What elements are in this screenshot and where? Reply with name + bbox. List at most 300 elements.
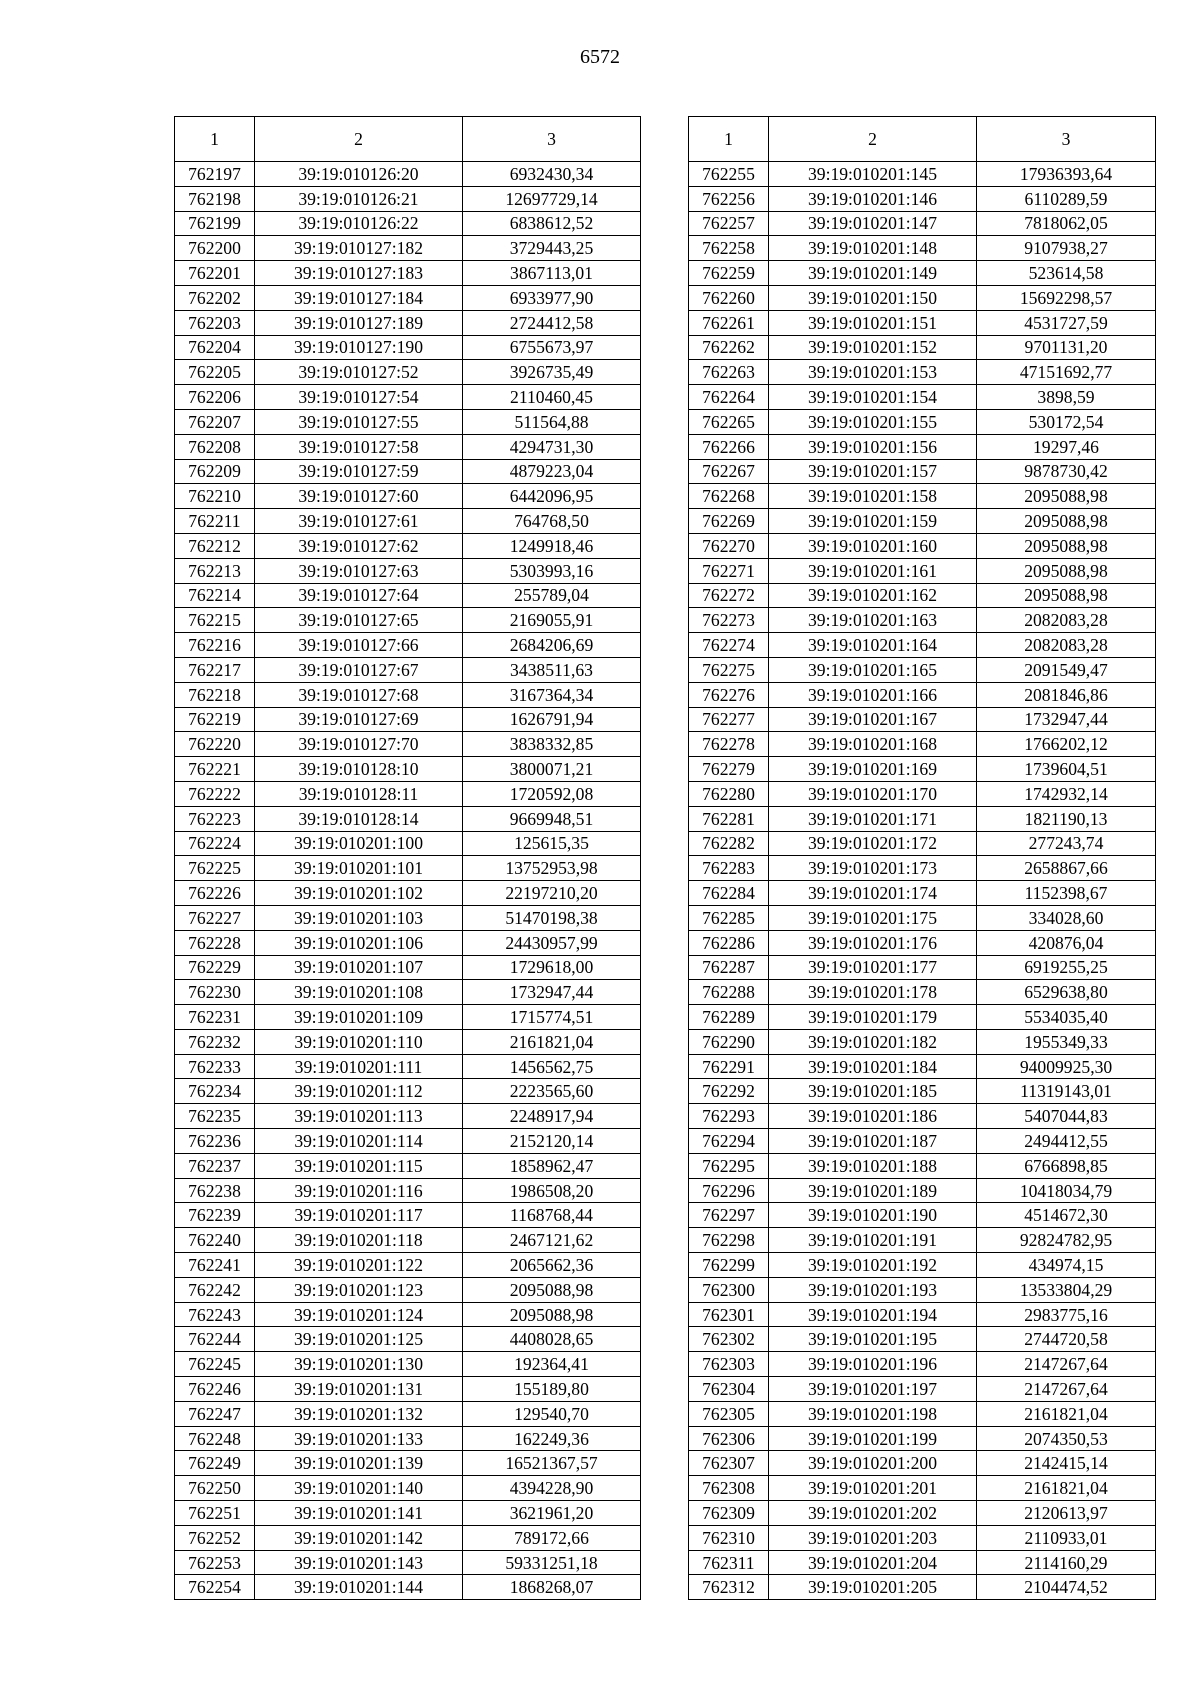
row-number-cell: 762268 (689, 484, 769, 509)
cadastral-number-cell: 39:19:010201:185 (769, 1079, 977, 1104)
cadastral-number-cell: 39:19:010201:158 (769, 484, 977, 509)
cadastral-number-cell: 39:19:010201:153 (769, 360, 977, 385)
row-number-cell: 762243 (175, 1302, 255, 1327)
row-number-cell: 762257 (689, 211, 769, 236)
table-row (689, 881, 1156, 906)
value-cell: 2467121,62 (463, 1228, 641, 1253)
table-row (689, 781, 1156, 806)
cadastral-number-cell: 39:19:010127:68 (255, 682, 463, 707)
row-number-cell: 762230 (175, 980, 255, 1005)
table-row (175, 335, 641, 360)
cadastral-number-cell: 39:19:010201:182 (769, 1029, 977, 1054)
table-row (175, 633, 641, 658)
value-cell: 4514672,30 (977, 1203, 1156, 1228)
table-row (175, 831, 641, 856)
row-number-cell: 762244 (175, 1327, 255, 1352)
table-row (689, 682, 1156, 707)
cadastral-number-cell: 39:19:010127:190 (255, 335, 463, 360)
column-header: 3 (463, 117, 641, 162)
table-row (175, 509, 641, 534)
value-cell: 3867113,01 (463, 261, 641, 286)
table-row (175, 1575, 641, 1600)
cadastral-number-cell: 39:19:010201:165 (769, 657, 977, 682)
table-row (689, 1277, 1156, 1302)
table-row (689, 335, 1156, 360)
table-row (175, 955, 641, 980)
row-number-cell: 762241 (175, 1253, 255, 1278)
table-row (689, 905, 1156, 930)
table-row (175, 1178, 641, 1203)
value-cell: 47151692,77 (977, 360, 1156, 385)
cadastral-number-cell: 39:19:010127:70 (255, 732, 463, 757)
table-row (175, 1377, 641, 1402)
table-row (175, 211, 641, 236)
row-number-cell: 762220 (175, 732, 255, 757)
value-cell: 16521367,57 (463, 1451, 641, 1476)
cadastral-number-cell: 39:19:010127:65 (255, 608, 463, 633)
cadastral-number-cell: 39:19:010126:22 (255, 211, 463, 236)
table-row (689, 1005, 1156, 1030)
row-number-cell: 762265 (689, 409, 769, 434)
row-number-cell: 762221 (175, 757, 255, 782)
value-cell: 3167364,34 (463, 682, 641, 707)
cadastral-number-cell: 39:19:010201:187 (769, 1129, 977, 1154)
table-row (689, 1451, 1156, 1476)
table-row (175, 608, 641, 633)
row-number-cell: 762283 (689, 856, 769, 881)
cadastral-number-cell: 39:19:010201:144 (255, 1575, 463, 1600)
table-row (689, 732, 1156, 757)
value-cell: 2161821,04 (463, 1029, 641, 1054)
row-number-cell: 762301 (689, 1302, 769, 1327)
value-cell: 1732947,44 (463, 980, 641, 1005)
cadastral-number-cell: 39:19:010201:184 (769, 1054, 977, 1079)
table-row (689, 409, 1156, 434)
row-number-cell: 762227 (175, 905, 255, 930)
cadastral-number-cell: 39:19:010201:146 (769, 186, 977, 211)
table-row (689, 757, 1156, 782)
row-number-cell: 762235 (175, 1104, 255, 1129)
table-row (175, 261, 641, 286)
table-row (175, 1550, 641, 1575)
row-number-cell: 762253 (175, 1550, 255, 1575)
value-cell: 2091549,47 (977, 657, 1156, 682)
value-cell: 92824782,95 (977, 1228, 1156, 1253)
column-header: 1 (689, 117, 769, 162)
row-number-cell: 762304 (689, 1377, 769, 1402)
table-row (175, 1079, 641, 1104)
table-row (689, 633, 1156, 658)
table-row (689, 459, 1156, 484)
cadastral-number-cell: 39:19:010201:101 (255, 856, 463, 881)
value-cell: 2081846,86 (977, 682, 1156, 707)
row-number-cell: 762273 (689, 608, 769, 633)
cadastral-number-cell: 39:19:010201:149 (769, 261, 977, 286)
table-row (175, 285, 641, 310)
row-number-cell: 762238 (175, 1178, 255, 1203)
row-number-cell: 762198 (175, 186, 255, 211)
value-cell: 1955349,33 (977, 1029, 1156, 1054)
value-cell: 6932430,34 (463, 162, 641, 187)
value-cell: 3926735,49 (463, 360, 641, 385)
cadastral-number-cell: 39:19:010201:203 (769, 1525, 977, 1550)
value-cell: 7818062,05 (977, 211, 1156, 236)
row-number-cell: 762245 (175, 1352, 255, 1377)
value-cell: 6766898,85 (977, 1153, 1156, 1178)
value-cell: 2161821,04 (977, 1476, 1156, 1501)
cadastral-number-cell: 39:19:010201:189 (769, 1178, 977, 1203)
value-cell: 5407044,83 (977, 1104, 1156, 1129)
cadastral-number-cell: 39:19:010201:130 (255, 1352, 463, 1377)
cadastral-number-cell: 39:19:010201:193 (769, 1277, 977, 1302)
cadastral-number-cell: 39:19:010201:205 (769, 1575, 977, 1600)
table-row (689, 1525, 1156, 1550)
cadastral-number-cell: 39:19:010201:107 (255, 955, 463, 980)
row-number-cell: 762224 (175, 831, 255, 856)
table-row (175, 162, 641, 187)
row-number-cell: 762209 (175, 459, 255, 484)
value-cell: 530172,54 (977, 409, 1156, 434)
table-row (689, 1129, 1156, 1154)
column-header: 3 (977, 117, 1156, 162)
table-row (689, 1401, 1156, 1426)
row-number-cell: 762240 (175, 1228, 255, 1253)
value-cell: 2095088,98 (463, 1277, 641, 1302)
value-cell: 1626791,94 (463, 707, 641, 732)
row-number-cell: 762300 (689, 1277, 769, 1302)
table-row (689, 1501, 1156, 1526)
table-row (689, 1550, 1156, 1575)
row-number-cell: 762218 (175, 682, 255, 707)
table-row (689, 1104, 1156, 1129)
cadastral-number-cell: 39:19:010201:156 (769, 434, 977, 459)
value-cell: 1742932,14 (977, 781, 1156, 806)
cadastral-number-cell: 39:19:010201:112 (255, 1079, 463, 1104)
cadastral-number-cell: 39:19:010201:186 (769, 1104, 977, 1129)
table-row (175, 657, 641, 682)
table-row (689, 1079, 1156, 1104)
cadastral-number-cell: 39:19:010201:204 (769, 1550, 977, 1575)
value-cell: 277243,74 (977, 831, 1156, 856)
value-cell: 334028,60 (977, 905, 1156, 930)
value-cell: 1858962,47 (463, 1153, 641, 1178)
table-row (175, 1129, 641, 1154)
row-number-cell: 762294 (689, 1129, 769, 1154)
cadastral-number-cell: 39:19:010201:152 (769, 335, 977, 360)
value-cell: 2147267,64 (977, 1377, 1156, 1402)
table-row (689, 1327, 1156, 1352)
cadastral-number-cell: 39:19:010201:117 (255, 1203, 463, 1228)
row-number-cell: 762271 (689, 558, 769, 583)
value-cell: 2223565,60 (463, 1079, 641, 1104)
row-number-cell: 762203 (175, 310, 255, 335)
value-cell: 1821190,13 (977, 806, 1156, 831)
row-number-cell: 762270 (689, 533, 769, 558)
table-row (175, 930, 641, 955)
column-header: 2 (769, 117, 977, 162)
data-table-left (174, 116, 641, 1600)
cadastral-number-cell: 39:19:010201:176 (769, 930, 977, 955)
row-number-cell: 762197 (175, 162, 255, 187)
value-cell: 420876,04 (977, 930, 1156, 955)
row-number-cell: 762206 (175, 385, 255, 410)
value-cell: 4879223,04 (463, 459, 641, 484)
table-row (689, 583, 1156, 608)
row-number-cell: 762279 (689, 757, 769, 782)
table-row (175, 533, 641, 558)
value-cell: 10418034,79 (977, 1178, 1156, 1203)
row-number-cell: 762274 (689, 633, 769, 658)
table-row (689, 236, 1156, 261)
data-table-right (688, 116, 1156, 1600)
table-row (689, 285, 1156, 310)
row-number-cell: 762199 (175, 211, 255, 236)
table-row (175, 905, 641, 930)
cadastral-number-cell: 39:19:010127:182 (255, 236, 463, 261)
row-number-cell: 762266 (689, 434, 769, 459)
value-cell: 3898,59 (977, 385, 1156, 410)
row-number-cell: 762277 (689, 707, 769, 732)
row-number-cell: 762263 (689, 360, 769, 385)
row-number-cell: 762223 (175, 806, 255, 831)
value-cell: 2095088,98 (977, 484, 1156, 509)
value-cell: 3729443,25 (463, 236, 641, 261)
cadastral-number-cell: 39:19:010201:114 (255, 1129, 463, 1154)
table-row (175, 1153, 641, 1178)
table-row (689, 261, 1156, 286)
cadastral-number-cell: 39:19:010201:131 (255, 1377, 463, 1402)
cadastral-number-cell: 39:19:010201:201 (769, 1476, 977, 1501)
row-number-cell: 762259 (689, 261, 769, 286)
cadastral-number-cell: 39:19:010201:151 (769, 310, 977, 335)
row-number-cell: 762246 (175, 1377, 255, 1402)
table-row (175, 1501, 641, 1526)
table-row (689, 484, 1156, 509)
value-cell: 2152120,14 (463, 1129, 641, 1154)
value-cell: 15692298,57 (977, 285, 1156, 310)
value-cell: 1739604,51 (977, 757, 1156, 782)
cadastral-number-cell: 39:19:010201:147 (769, 211, 977, 236)
table-row (689, 186, 1156, 211)
value-cell: 2082083,28 (977, 633, 1156, 658)
row-number-cell: 762228 (175, 930, 255, 955)
table-row (689, 707, 1156, 732)
table-row (689, 162, 1156, 187)
row-number-cell: 762239 (175, 1203, 255, 1228)
table-row (175, 757, 641, 782)
cadastral-number-cell: 39:19:010127:189 (255, 310, 463, 335)
cadastral-number-cell: 39:19:010201:109 (255, 1005, 463, 1030)
row-number-cell: 762212 (175, 533, 255, 558)
table-row (175, 583, 641, 608)
row-number-cell: 762231 (175, 1005, 255, 1030)
table-row (689, 1253, 1156, 1278)
table-row (175, 310, 641, 335)
cadastral-number-cell: 39:19:010201:157 (769, 459, 977, 484)
cadastral-number-cell: 39:19:010127:67 (255, 657, 463, 682)
cadastral-number-cell: 39:19:010201:166 (769, 682, 977, 707)
value-cell: 2114160,29 (977, 1550, 1156, 1575)
cadastral-number-cell: 39:19:010201:116 (255, 1178, 463, 1203)
value-cell: 9669948,51 (463, 806, 641, 831)
table-row (689, 1029, 1156, 1054)
table-header-row (689, 117, 1156, 162)
cadastral-number-cell: 39:19:010127:52 (255, 360, 463, 385)
cadastral-number-cell: 39:19:010201:143 (255, 1550, 463, 1575)
table-row (689, 509, 1156, 534)
row-number-cell: 762299 (689, 1253, 769, 1278)
cadastral-number-cell: 39:19:010201:123 (255, 1277, 463, 1302)
cadastral-number-cell: 39:19:010128:14 (255, 806, 463, 831)
value-cell: 3838332,85 (463, 732, 641, 757)
cadastral-number-cell: 39:19:010201:154 (769, 385, 977, 410)
cadastral-number-cell: 39:19:010127:66 (255, 633, 463, 658)
cadastral-number-cell: 39:19:010201:155 (769, 409, 977, 434)
cadastral-number-cell: 39:19:010201:168 (769, 732, 977, 757)
value-cell: 255789,04 (463, 583, 641, 608)
row-number-cell: 762289 (689, 1005, 769, 1030)
row-number-cell: 762286 (689, 930, 769, 955)
row-number-cell: 762256 (689, 186, 769, 211)
table-row (175, 385, 641, 410)
table-row (175, 707, 641, 732)
row-number-cell: 762201 (175, 261, 255, 286)
value-cell: 511564,88 (463, 409, 641, 434)
value-cell: 6755673,97 (463, 335, 641, 360)
row-number-cell: 762307 (689, 1451, 769, 1476)
value-cell: 2120613,97 (977, 1501, 1156, 1526)
value-cell: 2658867,66 (977, 856, 1156, 881)
row-number-cell: 762275 (689, 657, 769, 682)
table-row (689, 533, 1156, 558)
cadastral-number-cell: 39:19:010127:58 (255, 434, 463, 459)
row-number-cell: 762211 (175, 509, 255, 534)
value-cell: 2724412,58 (463, 310, 641, 335)
cadastral-number-cell: 39:19:010127:183 (255, 261, 463, 286)
column-header: 1 (175, 117, 255, 162)
value-cell: 12697729,14 (463, 186, 641, 211)
value-cell: 6838612,52 (463, 211, 641, 236)
row-number-cell: 762291 (689, 1054, 769, 1079)
value-cell: 11319143,01 (977, 1079, 1156, 1104)
row-number-cell: 762258 (689, 236, 769, 261)
cadastral-number-cell: 39:19:010128:11 (255, 781, 463, 806)
row-number-cell: 762255 (689, 162, 769, 187)
value-cell: 9878730,42 (977, 459, 1156, 484)
value-cell: 2110933,01 (977, 1525, 1156, 1550)
value-cell: 192364,41 (463, 1352, 641, 1377)
table-row (689, 608, 1156, 633)
cadastral-number-cell: 39:19:010201:106 (255, 930, 463, 955)
row-number-cell: 762247 (175, 1401, 255, 1426)
row-number-cell: 762215 (175, 608, 255, 633)
value-cell: 2169055,91 (463, 608, 641, 633)
cadastral-number-cell: 39:19:010201:113 (255, 1104, 463, 1129)
cadastral-number-cell: 39:19:010201:148 (769, 236, 977, 261)
cadastral-number-cell: 39:19:010201:178 (769, 980, 977, 1005)
row-number-cell: 762296 (689, 1178, 769, 1203)
cadastral-number-cell: 39:19:010127:62 (255, 533, 463, 558)
table-row (175, 1228, 641, 1253)
table-row (689, 558, 1156, 583)
table-row (689, 1377, 1156, 1402)
column-header: 2 (255, 117, 463, 162)
value-cell: 24430957,99 (463, 930, 641, 955)
value-cell: 13533804,29 (977, 1277, 1156, 1302)
value-cell: 129540,70 (463, 1401, 641, 1426)
value-cell: 1868268,07 (463, 1575, 641, 1600)
row-number-cell: 762208 (175, 434, 255, 459)
table-row (689, 211, 1156, 236)
row-number-cell: 762282 (689, 831, 769, 856)
value-cell: 1766202,12 (977, 732, 1156, 757)
table-row (175, 360, 641, 385)
row-number-cell: 762292 (689, 1079, 769, 1104)
cadastral-number-cell: 39:19:010201:190 (769, 1203, 977, 1228)
row-number-cell: 762232 (175, 1029, 255, 1054)
value-cell: 4394228,90 (463, 1476, 641, 1501)
row-number-cell: 762242 (175, 1277, 255, 1302)
value-cell: 789172,66 (463, 1525, 641, 1550)
cadastral-number-cell: 39:19:010201:163 (769, 608, 977, 633)
cadastral-number-cell: 39:19:010201:195 (769, 1327, 977, 1352)
row-number-cell: 762269 (689, 509, 769, 534)
cadastral-number-cell: 39:19:010201:161 (769, 558, 977, 583)
cadastral-number-cell: 39:19:010201:100 (255, 831, 463, 856)
table-row (689, 955, 1156, 980)
value-cell: 2248917,94 (463, 1104, 641, 1129)
value-cell: 2095088,98 (977, 558, 1156, 583)
cadastral-number-cell: 39:19:010201:162 (769, 583, 977, 608)
value-cell: 3438511,63 (463, 657, 641, 682)
cadastral-number-cell: 39:19:010201:192 (769, 1253, 977, 1278)
table-row (689, 657, 1156, 682)
value-cell: 2684206,69 (463, 633, 641, 658)
value-cell: 2494412,55 (977, 1129, 1156, 1154)
cadastral-number-cell: 39:19:010201:172 (769, 831, 977, 856)
value-cell: 6529638,80 (977, 980, 1156, 1005)
row-number-cell: 762233 (175, 1054, 255, 1079)
cadastral-number-cell: 39:19:010201:197 (769, 1377, 977, 1402)
value-cell: 1729618,00 (463, 955, 641, 980)
cadastral-number-cell: 39:19:010201:164 (769, 633, 977, 658)
cadastral-number-cell: 39:19:010201:139 (255, 1451, 463, 1476)
row-number-cell: 762278 (689, 732, 769, 757)
table-row (175, 1054, 641, 1079)
row-number-cell: 762290 (689, 1029, 769, 1054)
value-cell: 59331251,18 (463, 1550, 641, 1575)
row-number-cell: 762200 (175, 236, 255, 261)
row-number-cell: 762204 (175, 335, 255, 360)
row-number-cell: 762276 (689, 682, 769, 707)
table-row (175, 558, 641, 583)
table-row (689, 1054, 1156, 1079)
table-row (175, 856, 641, 881)
value-cell: 19297,46 (977, 434, 1156, 459)
cadastral-number-cell: 39:19:010201:111 (255, 1054, 463, 1079)
value-cell: 4294731,30 (463, 434, 641, 459)
value-cell: 9701131,20 (977, 335, 1156, 360)
value-cell: 1720592,08 (463, 781, 641, 806)
row-number-cell: 762207 (175, 409, 255, 434)
cadastral-number-cell: 39:19:010201:103 (255, 905, 463, 930)
value-cell: 6919255,25 (977, 955, 1156, 980)
row-number-cell: 762213 (175, 558, 255, 583)
row-number-cell: 762248 (175, 1426, 255, 1451)
value-cell: 2095088,98 (977, 509, 1156, 534)
row-number-cell: 762214 (175, 583, 255, 608)
value-cell: 2104474,52 (977, 1575, 1156, 1600)
